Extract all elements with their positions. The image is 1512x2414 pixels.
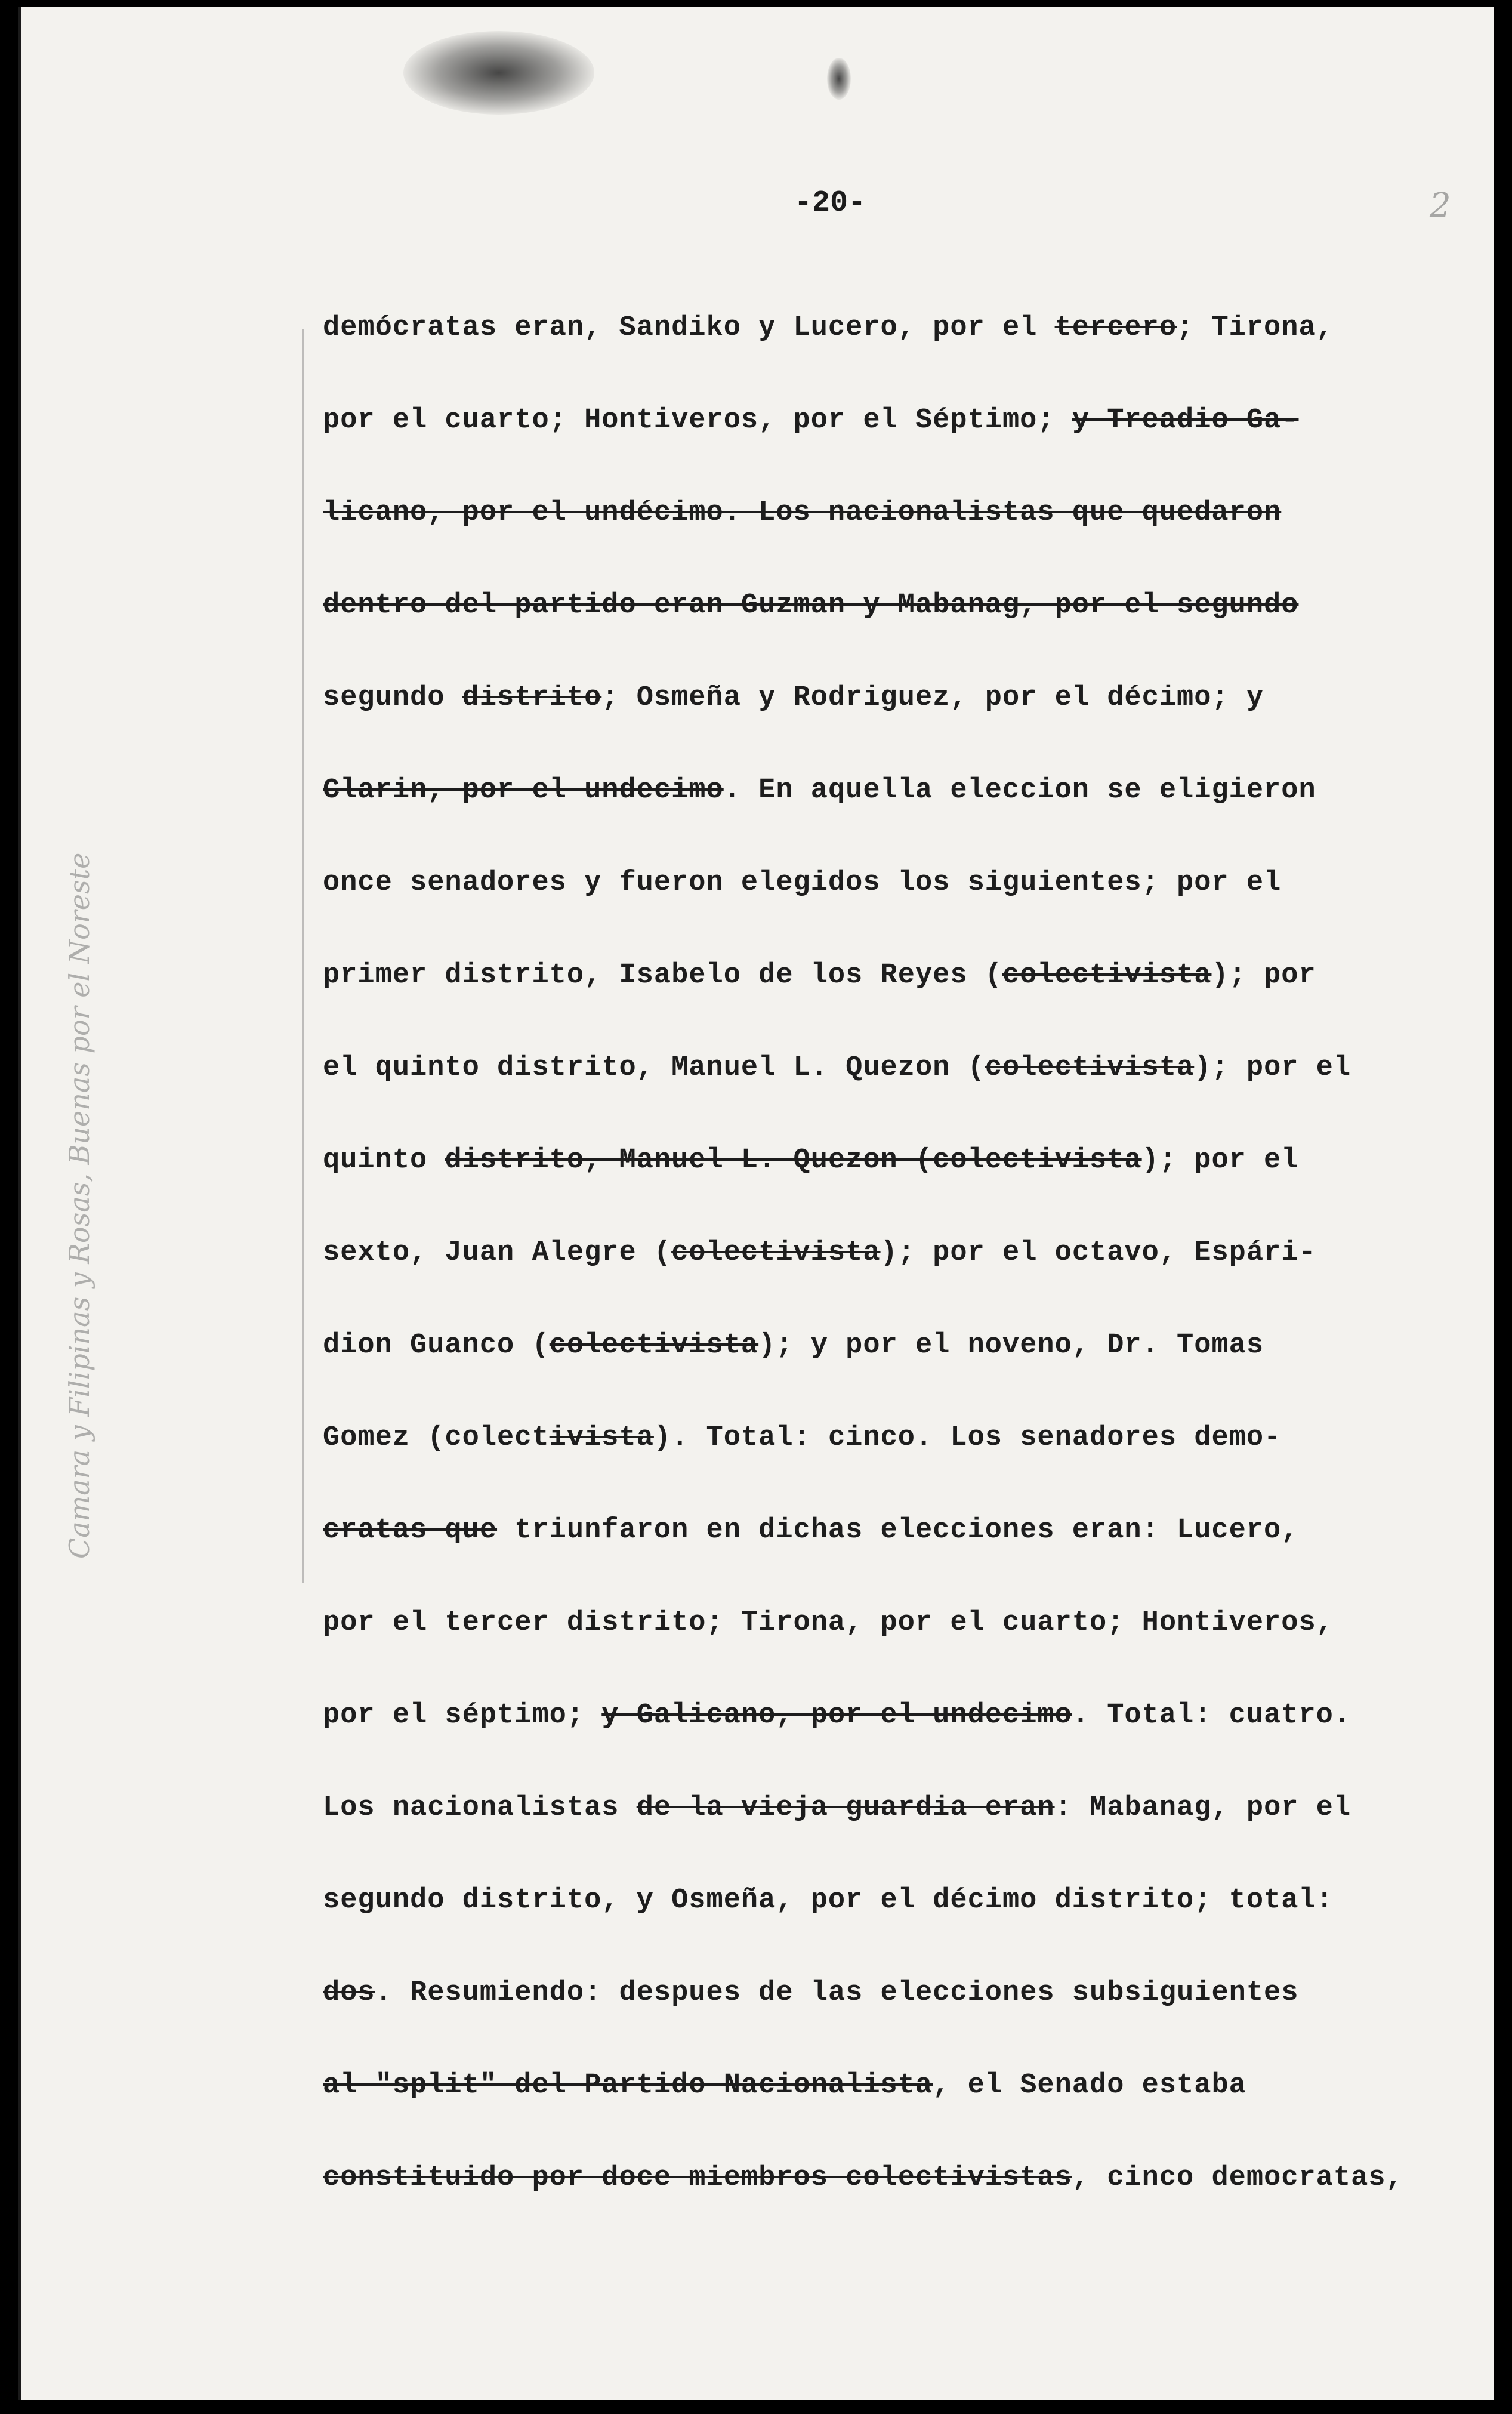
text-line: [323, 1577, 1427, 1669]
text-line: [323, 467, 1427, 559]
struck-text: cratas que: [323, 1515, 498, 1546]
text-line: [323, 2039, 1427, 2132]
text-line: [323, 282, 1427, 374]
text-line: [323, 1762, 1427, 1854]
text-line: [323, 1022, 1427, 1114]
line-text: sexto, Juan Alegre (: [323, 1237, 672, 1269]
line-text: once senadores y fueron elegidos los siguientes; por el: [323, 867, 1282, 899]
corner-pencil-mark: 2: [1430, 186, 1451, 225]
struck-text: y Treadio Ga-: [1072, 405, 1299, 436]
struck-text: colectivista: [549, 1330, 759, 1361]
pencil-margin-line: [302, 329, 304, 1583]
struck-text: Clarin, por el undecimo: [323, 775, 724, 806]
line-text: segundo distrito, y Osmeña, por el décimo distrito; total:: [323, 1885, 1334, 1916]
line-text: ); por: [1211, 960, 1316, 991]
line-text: primer distrito, Isabelo de los Reyes (: [323, 960, 1002, 991]
text-line: [323, 929, 1427, 1022]
line-text: ); y por el noveno, Dr. Tomas: [758, 1330, 1264, 1361]
line-text: ; Osmeña y Rodriguez, por el décimo; y: [601, 682, 1264, 714]
line-text: : Mabanag, por el: [1054, 1792, 1351, 1824]
line-text: segundo: [323, 682, 462, 714]
left-margin-handwritten-note: Camara y Filipinas y Rosas, Buenas por el Noreste: [63, 852, 95, 1559]
line-text: ); por el: [1141, 1145, 1299, 1176]
text-line: [323, 1114, 1427, 1207]
struck-text: tercero: [1054, 312, 1177, 344]
text-line: [323, 2132, 1427, 2224]
line-text: ; Tirona,: [1177, 312, 1334, 344]
struck-text: de la vieja guardia eran: [636, 1792, 1055, 1824]
line-text: . Resumiendo: despues de las elecciones subsiguientes: [375, 1977, 1299, 2009]
line-text: . Total: cuatro.: [1072, 1700, 1351, 1731]
ink-spot: [827, 58, 851, 100]
page-number: -20-: [794, 186, 866, 220]
text-line: [323, 744, 1427, 837]
struck-text: y Galicano, por el undecimo: [601, 1700, 1072, 1731]
text-line: [323, 559, 1427, 652]
ink-smudge: [403, 31, 594, 115]
line-text: , el Senado estaba: [933, 2070, 1246, 2101]
line-text: . En aquella eleccion se eligieron: [723, 775, 1316, 806]
struck-text: dos: [323, 1977, 375, 2009]
line-text: ); por el: [1194, 1052, 1351, 1084]
line-text: demócratas eran, Sandiko y Lucero, por el: [323, 312, 1055, 344]
line-text: dion Guanco (: [323, 1330, 550, 1361]
text-line: [323, 1854, 1427, 1947]
line-text: Gomez (colect: [323, 1422, 550, 1454]
text-line: [323, 1484, 1427, 1577]
struck-text: colectivista: [1002, 960, 1212, 991]
text-line: [323, 1392, 1427, 1484]
text-line: [323, 652, 1427, 744]
typed-text-body: [323, 282, 1427, 2224]
text-line: [323, 374, 1427, 467]
struck-text: al "split" del Partido Nacionalista: [323, 2070, 933, 2101]
struck-text: licano, por el undécimo. Los nacionalistas que quedaron: [323, 497, 1282, 529]
line-text: por el tercer distrito; Tirona, por el cuarto; Hontiveros,: [323, 1607, 1334, 1639]
struck-text: constituido por doce miembros colectivistas: [323, 2162, 1072, 2194]
line-text: por el cuarto; Hontiveros, por el Séptimo;: [323, 405, 1072, 436]
struck-text: ivista: [549, 1422, 654, 1454]
struck-text: distrito: [462, 682, 602, 714]
text-line: [323, 1207, 1427, 1299]
text-line: [323, 1669, 1427, 1762]
struck-text: colectivista: [985, 1052, 1195, 1084]
text-line: [323, 1947, 1427, 2039]
line-text: por el séptimo;: [323, 1700, 602, 1731]
line-text: el quinto distrito, Manuel L. Quezon (: [323, 1052, 985, 1084]
line-text: triunfaron en dichas elecciones eran: Lucero,: [497, 1515, 1299, 1546]
line-text: , cinco democratas,: [1072, 2162, 1403, 2194]
line-text: ). Total: cinco. Los senadores demo-: [653, 1422, 1282, 1454]
struck-text: colectivista: [671, 1237, 881, 1269]
line-text: Los nacionalistas: [323, 1792, 637, 1824]
line-text: quinto: [323, 1145, 445, 1176]
struck-text: dentro del partido eran Guzman y Mabanag, por el segundo: [323, 590, 1299, 621]
document-page: [18, 7, 1494, 2400]
line-text: ); por el octavo, Espári-: [880, 1237, 1316, 1269]
struck-text: distrito, Manuel L. Quezon (colectivista: [445, 1145, 1142, 1176]
text-line: [323, 837, 1427, 929]
text-line: [323, 1299, 1427, 1392]
